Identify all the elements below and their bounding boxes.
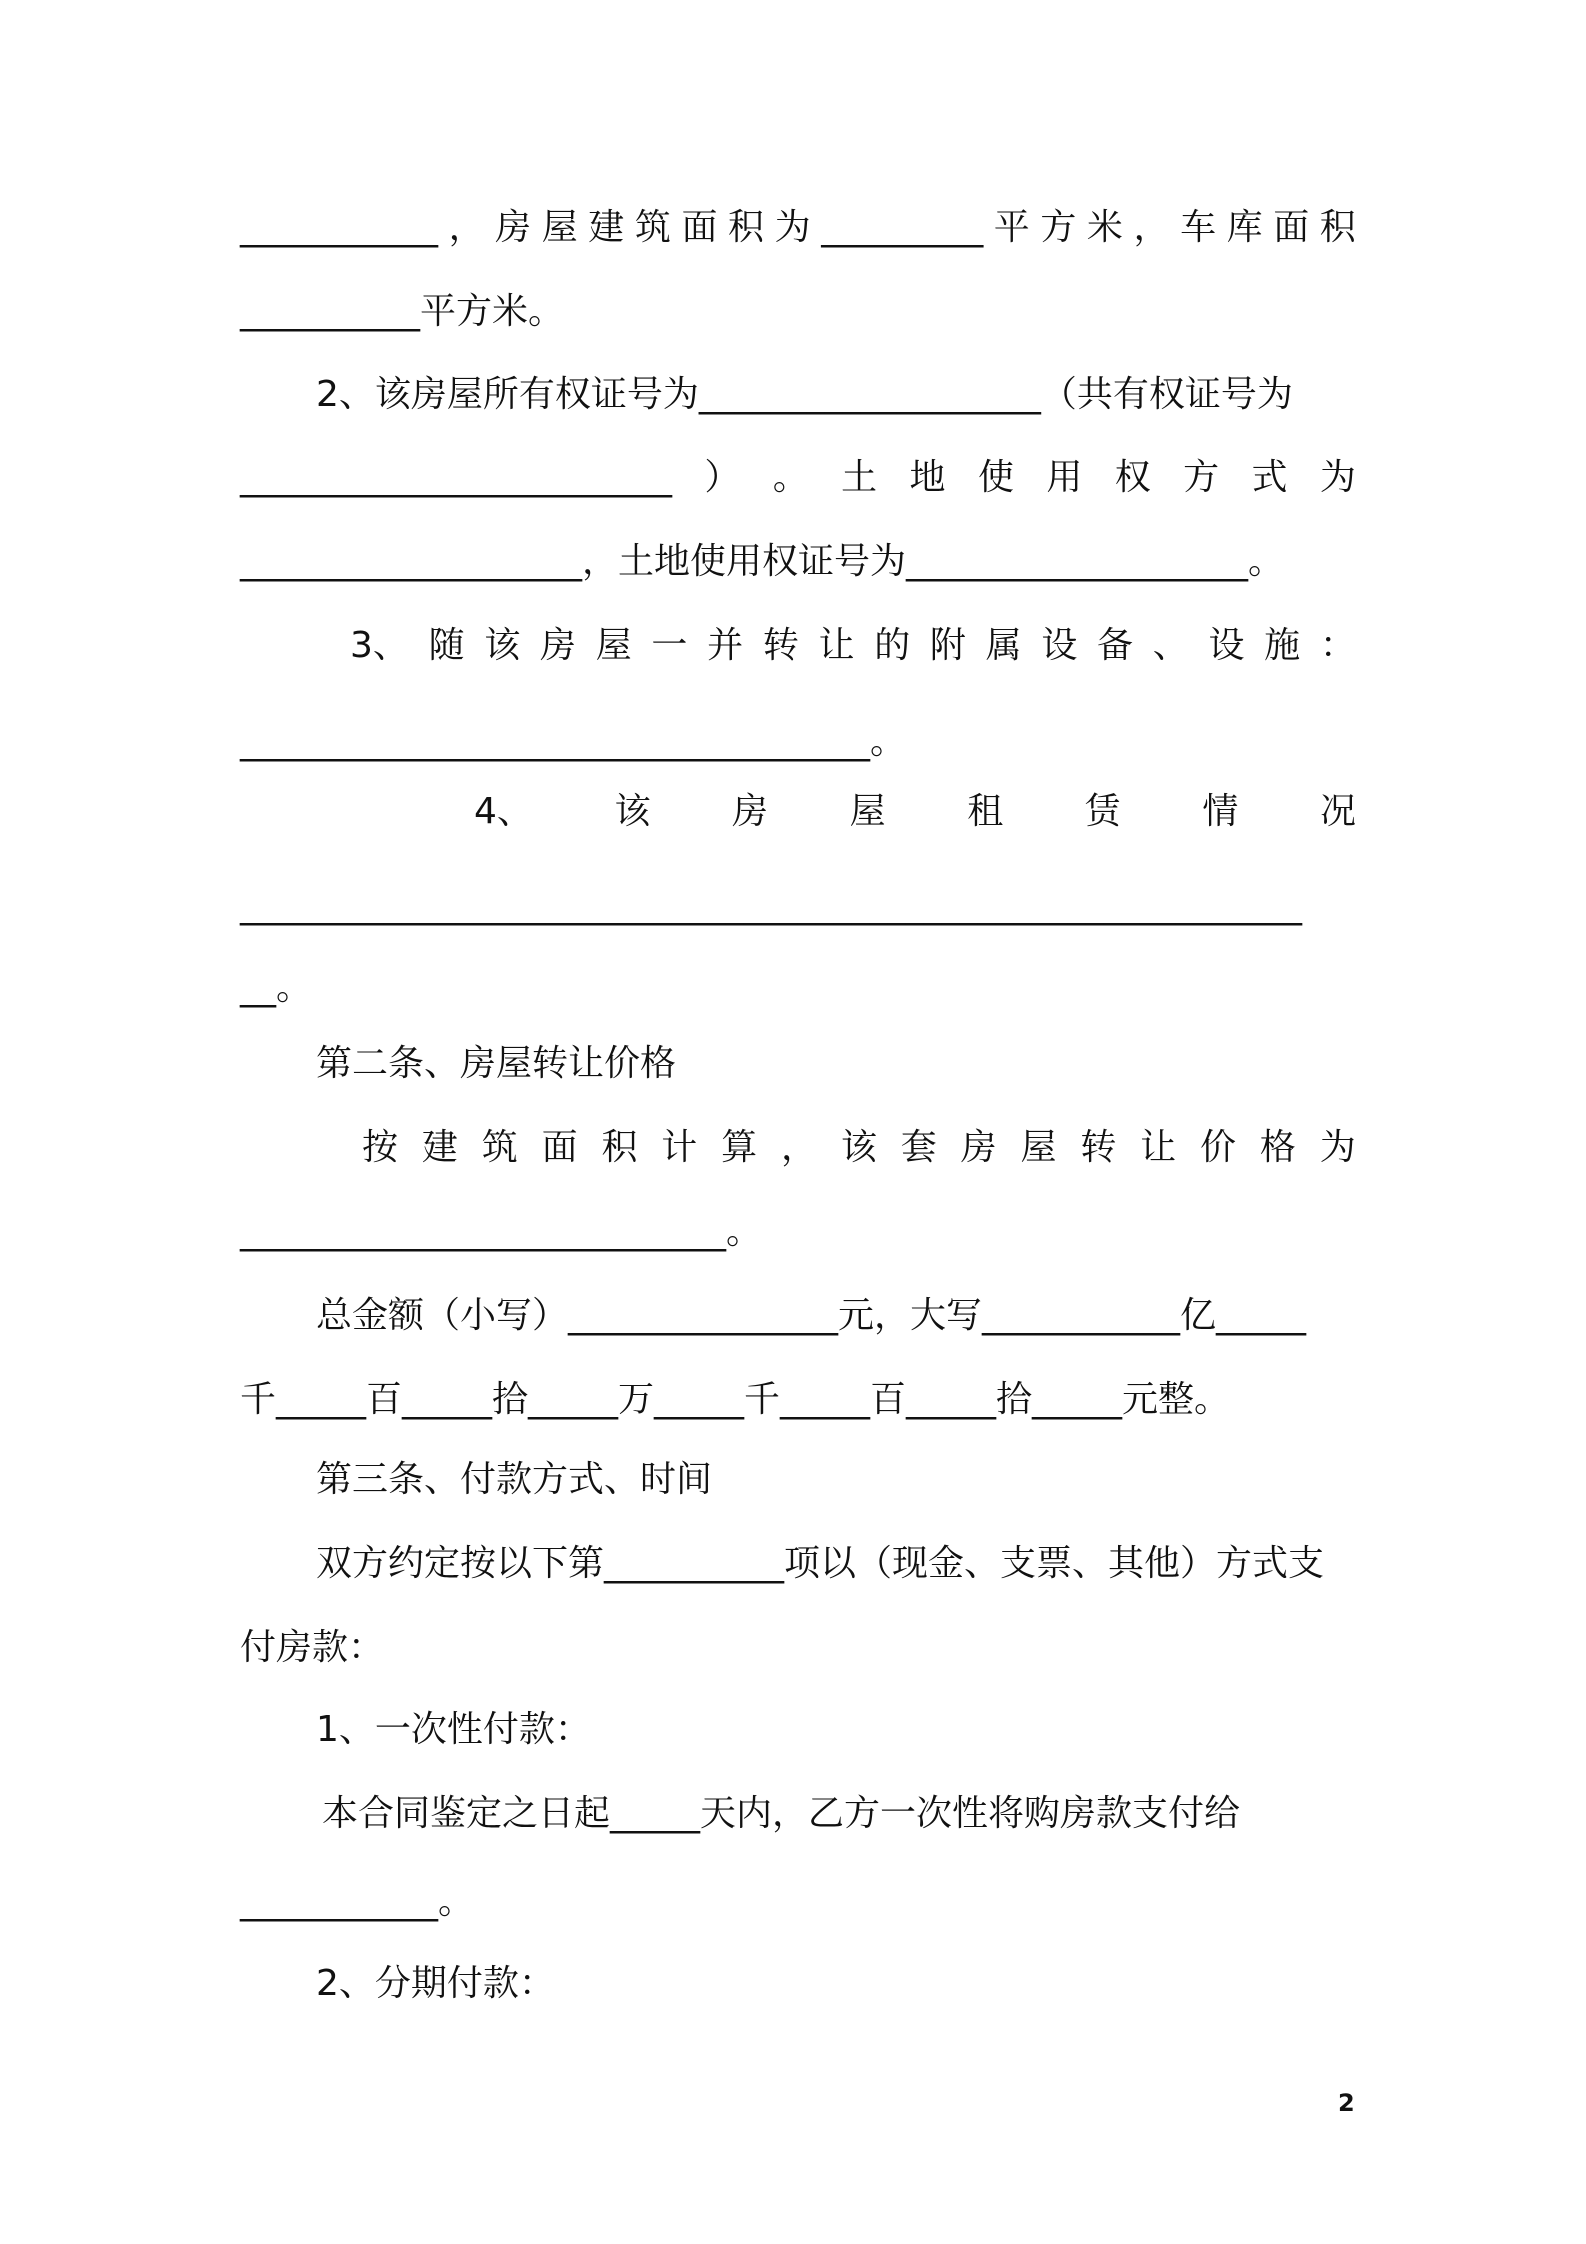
text-line: 总金额（小写）_______________元，大写___________亿_____ bbox=[316, 1295, 1307, 1336]
text-line: 本合同鉴定之日起_____天内，乙方一次性将购房款支付给 bbox=[322, 1793, 1241, 1834]
section-heading: 第三条、付款方式、时间 bbox=[316, 1459, 713, 1500]
text-line: 3、 随 该 房 屋 一 并 转 让 的 附 属 设 备 、 设 施 ： bbox=[350, 625, 1356, 666]
text-line: 按 建 筑 面 积 计 算 ， 该 套 房 屋 转 让 价 格 为 bbox=[362, 1127, 1356, 1168]
text-line: ___________。 bbox=[240, 1881, 475, 1922]
page-number: 2 bbox=[1338, 2089, 1355, 2117]
text-line: 1、一次性付款： bbox=[316, 1709, 591, 1750]
text-line: 付房款： bbox=[240, 1627, 385, 1668]
text-line: __________平方米。 bbox=[240, 291, 565, 332]
text-line: ___________________________________________________________ bbox=[240, 885, 1302, 926]
text-line: __。 bbox=[240, 967, 313, 1008]
text-line: ___________________________________。 bbox=[240, 721, 906, 762]
text-line: 4、 该 房 屋 租 赁 情 况 bbox=[474, 791, 1356, 832]
text-line: 2、该房屋所有权证号为___________________（共有权证号为 bbox=[316, 374, 1293, 415]
text-line: ________________________ ） 。 土 地 使 用 权 方 式 为 bbox=[240, 457, 1356, 498]
text-line: 2、分期付款： bbox=[316, 1963, 555, 2004]
text-line: ___________________________。 bbox=[240, 1211, 762, 1252]
section-heading: 第二条、房屋转让价格 bbox=[316, 1043, 677, 1084]
text-line: 千_____百_____拾_____万_____千_____百_____拾_____元整。 bbox=[240, 1379, 1231, 1420]
text-line: 双方约定按以下第__________项以（现金、支票、其他）方式支 bbox=[316, 1543, 1325, 1584]
text-line: ___________ ， 房 屋 建 筑 面 积 为 _________ 平 方 米 ， 车 库 面 积 bbox=[240, 207, 1356, 248]
text-line: ___________________，土地使用权证号为___________________。 bbox=[240, 541, 1285, 582]
